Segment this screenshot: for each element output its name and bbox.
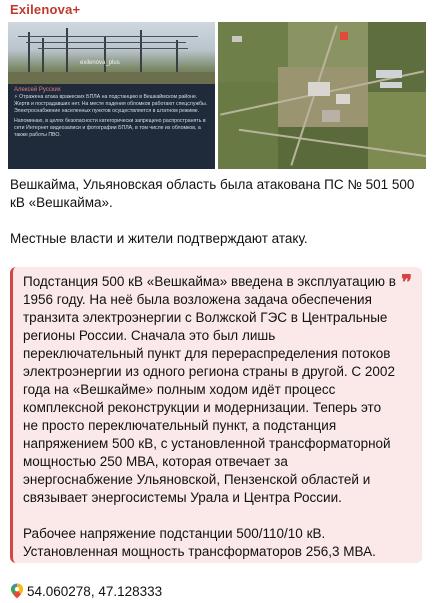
news-card <box>8 84 215 169</box>
blockquote <box>10 267 422 563</box>
map-pin-icon <box>10 583 24 599</box>
quote-paragraph: Рабочее напряжение подстанции 500/110/10 кВ. Установленная мощность трансформаторов 256,3 МВА. <box>23 526 376 559</box>
post-caption <box>10 176 422 248</box>
news-screenshot-image[interactable] <box>8 22 215 169</box>
coordinates-text: 54.060278, 47.128333 <box>27 583 163 599</box>
substation-photo <box>8 22 215 84</box>
quote-paragraph: Подстанция 500 кВ «Вешкайма» введена в эксплуатацию в 1956 году. На неё была возложена задача обеспечения транзита электроэнергии с Волжской ГЭС в Центральные регионы России. Сначала это был лишь переключательный пункт для перераспределения потоков электроэнергии из одного региона страны в другой. С 2002 года на «Вешкайме» полным ходом идёт процесс комплексной реконструкции и модернизации. Теперь это не просто переключательный пункт, а подстанция напряжением 500 кВ, с установленной трансформаторной мощностью 250 МВА, которая отвечает за энергоснабжение Ульяновской, Пензенской областей и связывает энергосистемы Урала и Центра России. <box>23 274 396 505</box>
news-author: Алексей Русских <box>14 87 61 93</box>
photo-watermark: exilenova_plus <box>80 60 120 66</box>
media-album[interactable] <box>8 22 426 169</box>
satellite-map-image[interactable] <box>218 22 426 169</box>
news-paragraph: ⚡ Отражена атака вражеских БПЛА на подстанцию в Вешкаймском районе. Жертв и пострадавших нет. На месте падения обломков работают спецслужбы. Электроснабжение населенных пунктов осуществляется в штатном режиме. <box>14 94 208 114</box>
channel-name[interactable]: Exilenova+ <box>10 2 81 17</box>
location-coordinates[interactable] <box>10 583 162 599</box>
quote-icon: ❞ <box>401 270 412 294</box>
caption-text: Местные власти и жители подтверждают атаку. <box>10 231 308 246</box>
news-paragraph: Напоминаю, в целях безопасности категорически запрещено распространять в сети Интернет видеозаписи и фотографии БПЛА, в том числе их обломков, а также работы ПВО. <box>14 118 206 138</box>
caption-text: Вешкайма, Ульяновская область была атакована ПС № 501 500 кВ «Вешкайма». <box>10 177 415 210</box>
